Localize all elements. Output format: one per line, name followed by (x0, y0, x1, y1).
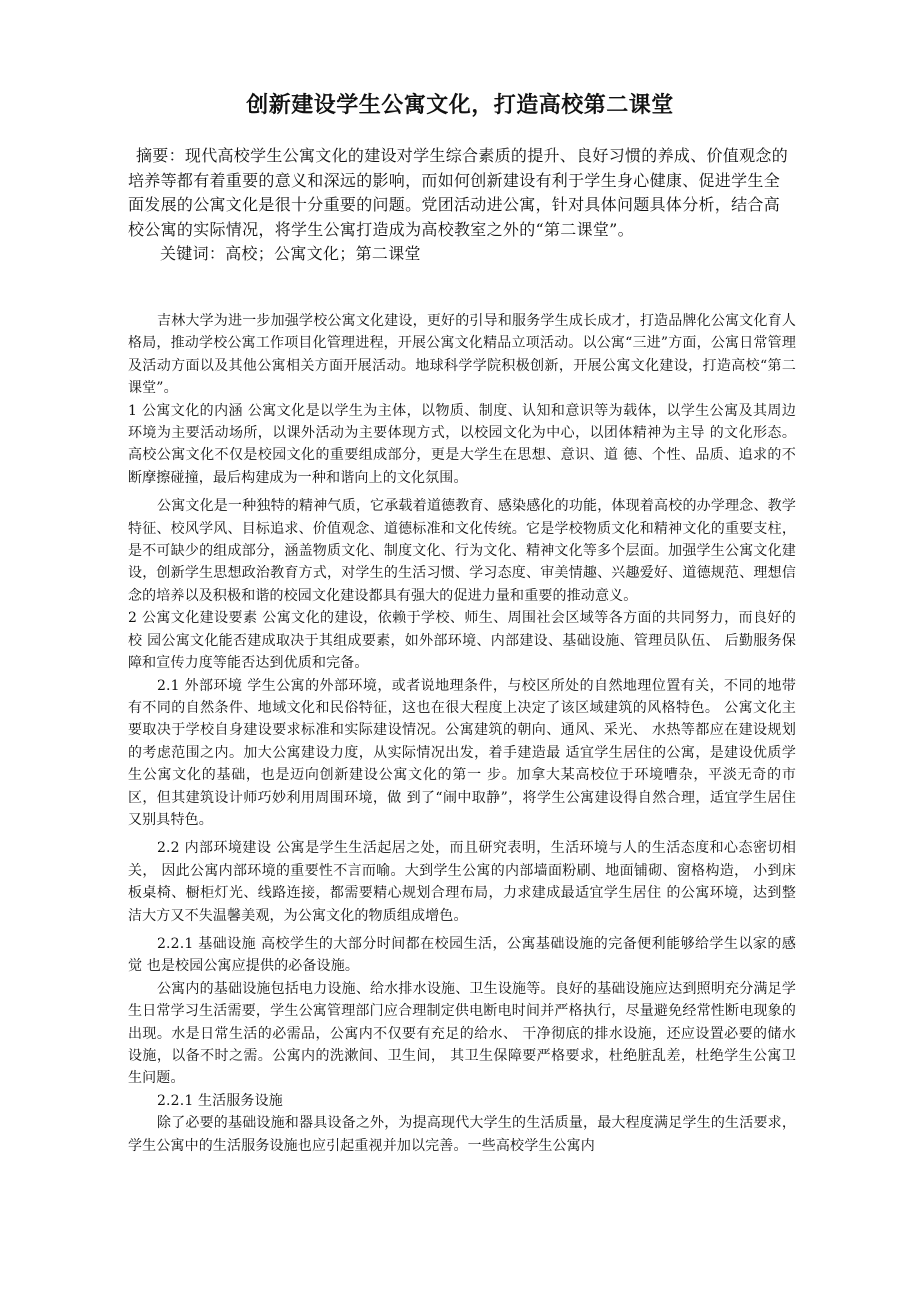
document-title: 创新建设学生公寓文化，打造高校第二课堂 (246, 93, 674, 118)
section-2-paragraph: 2 公寓文化建设要素 公寓文化的建设，依赖于学校、师生、周围社会区域等各方面的共同努力，而良好的校 园公寓文化能否建成取决于其组成要素，如外部环境、内部建设、基础设施、管理员队伍、 后勤服务保障和宣传力度等能否达到优质和完备。 (128, 610, 796, 672)
abstract-section (128, 144, 792, 267)
section-2-2-paragraph: 2.2 内部环境建设 公寓是学生生活起居之处，而且研究表明，生活环境与人的生活态度和心态密切相关， 因此公寓内部环境的重要性不言而喻。大到学生公寓的内部墙面粉刷、地面铺砌、窗格构造， 小到床板桌椅、橱柜灯光、线路连接，都需要精心规划合理布局，力求建成最适宜学生居住 的公寓环境，达到整洁大方又不失温馨美观，为公寓文化的物质组成增色。 (128, 840, 796, 924)
section-2-2-1-heading: 2.2.1 生活服务设施 (157, 1092, 283, 1109)
section-1-paragraph: 1 公寓文化的内涵 公寓文化是以学生为主体，以物质、制度、认知和意识等为载体，以学生公寓及其周边 环境为主要活动场所，以课外活动为主要体现方式，以校园文化为中心，以团体精神为主导 的文化形态。高校公寓文化不仅是校园文化的重要组成部分，更是大学生在思想、意识、道 德、个性、品质、追求的不断摩擦碰撞，最后构建成为一种和谐向上的文化氛围。 (128, 402, 796, 486)
section-1-body-paragraph: 公寓文化是一种独特的精神气质，它承载着道德教育、感染感化的功能，体现着高校的办学理念、教学特征、校风学风、目标追求、价值观念、道德标准和文化传统。它是学校物质文化和精神文化的重要支柱，是不可缺少的组成部分，涵盖物质文化、制度文化、行为文化、精神文化等多个层面。加强学生公寓文化建设，创新学生思想政治教育方式，对学生的生活习惯、学习态度、审美情趣、兴趣爱好、道德规范、理想信念的培养以及积极和谐的校园文化建设都具有强大的促进力量和重要的推动意义。 (128, 498, 796, 604)
infrastructure-paragraph: 公寓内的基础设施包括电力设施、给水排水设施、卫生设施等。良好的基础设施应达到照明充分满足学生日常学习生活需要，学生公寓管理部门应合理制定供电断电时间并严格执行，尽量避免经常性断电现象的出现。水是日常生活的必需品，公寓内不仅要有充足的给水、 干净彻底的排水设施，还应设置必要的储水设施，以备不时之需。公寓内的洗漱间、卫生间， 其卫生保障要严格要求，杜绝脏乱差，杜绝学生公寓卫生问题。 (128, 980, 796, 1087)
abstract-text: 摘要：现代高校学生公寓文化的建设对学生综合素质的提升、良好习惯的养成、价值观念的培养等都有着重要的意义和深远的影响，而如何创新建设有利于学生身心健康、促进学生全面发展的公寓文化是很十分重要的问题。党团活动进公寓，针对具体问题具体分析，结合高校公寓的实际情况，将学生公寓打造成为高校教室之外的“第二课堂”。 (128, 146, 789, 239)
keywords-line: 关键词：高校；公寓文化；第二课堂 (160, 244, 421, 263)
section-2-1-paragraph: 2.1 外部环境 学生公寓的外部环境，或者说地理条件，与校区所处的自然地理位置有关，不同的地带 有不同的自然条件、地域文化和民俗特征，这也在很大程度上决定了该区域建筑的风格特色。 公寓文化主要取决于学校自身建设要求标准和实际建设情况。公寓建筑的朝向、通风、采光、 水热等都应在建设规划的考虑范围之内。加大公寓建设力度，从实际情况出发，着手建造最 适宜学生居住的公寓，是建设优质学生公寓文化的基础，也是迈向创新建设公寓文化的第一 步。加拿大某高校位于环境嘈杂，平淡无奇的市区，但其建筑设计师巧妙利用周围环境，做 到了“闹中取静”，将学生公寓建设得自然合理，适宜学生居住又别具特色。 (128, 677, 796, 828)
body-section (128, 310, 796, 1157)
section-2-2-1-paragraph: 2.2.1 基础设施 高校学生的大部分时间都在校园生活，公寓基础设施的完备便利能够给学生以家的感觉 也是校园公寓应提供的必备设施。 (128, 935, 796, 975)
service-facilities-paragraph: 除了必要的基础设施和器具设备之外，为提高现代大学生的生活质量，最大程度满足学生的生活要求，学生公寓中的生活服务设施也应引起重视并加以完善。一些高校学生公寓内 (128, 1115, 796, 1154)
intro-paragraph: 吉林大学为进一步加强学校公寓文化建设，更好的引导和服务学生成长成才，打造品牌化公寓文化育人格局，推动学校公寓工作项目化管理进程，开展公寓文化精品立项活动。以公寓“三进”方面，公寓日常管理及活动方面以及其他公寓相关方面开展活动。地球科学学院积极创新，开展公寓文化建设，打造高校“第二课堂”。 (128, 313, 796, 397)
